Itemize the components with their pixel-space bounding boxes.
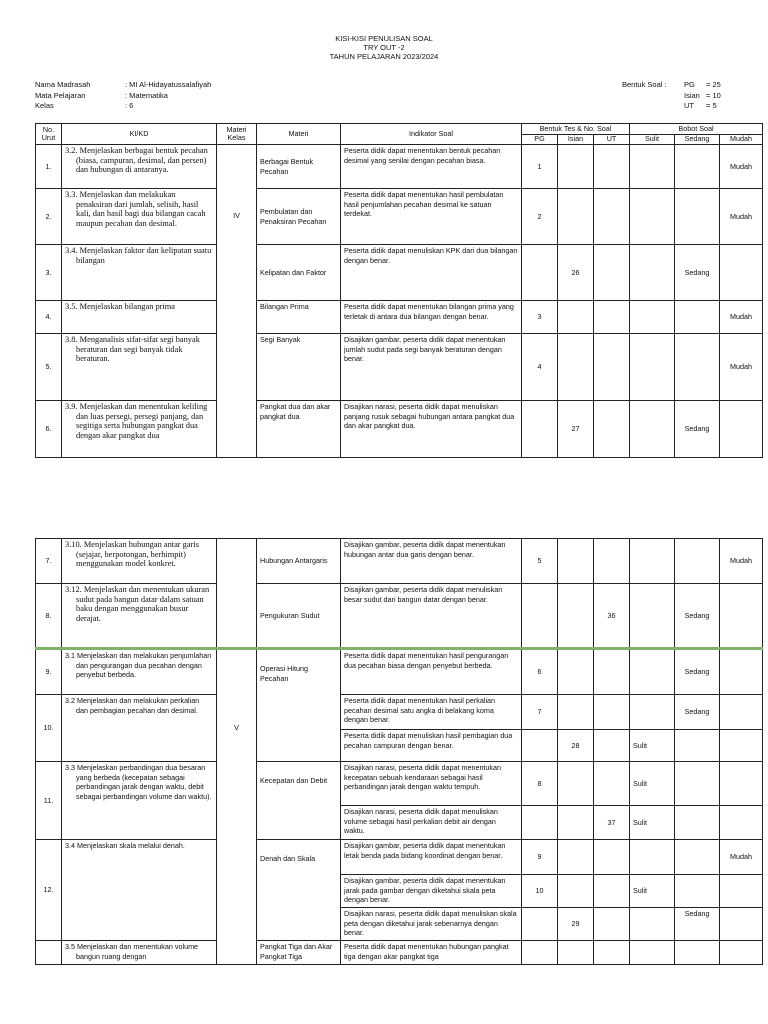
row-pg: 4 bbox=[522, 334, 558, 401]
row-mudah bbox=[720, 245, 763, 301]
row-materi: Segi Banyak bbox=[257, 334, 341, 401]
row-indikator: Peserta didik dapat menuliskan KPK dari dua bilangan dengan benar. bbox=[341, 245, 522, 301]
row-kikd: 3.4. Menjelaskan faktor dan kelipatan suatu bilangan bbox=[62, 245, 217, 301]
row-pg: 5 bbox=[522, 539, 558, 584]
row-pg: 1 bbox=[522, 145, 558, 189]
pg-count: = 25 bbox=[706, 80, 721, 89]
row-pg bbox=[522, 245, 558, 301]
row-pg: 9 bbox=[522, 840, 558, 875]
row-mudah bbox=[720, 401, 763, 458]
row-indikator: Disajikan narasi, peserta didik dapat menuliskan skala peta dengan diketahui jarak sebenarnya dengan benar. bbox=[341, 908, 522, 941]
row-materi: Kecepatan dan Debit bbox=[257, 762, 341, 840]
row-no: 10. bbox=[36, 695, 62, 762]
row-materi: Bilangan Prima bbox=[257, 301, 341, 334]
row-pg: 2 bbox=[522, 189, 558, 245]
row-ut bbox=[594, 539, 630, 584]
row-indikator: Disajikan narasi, peserta didik dapat menuliskan volume sebagai hasil perkalian debit air dengan waktu. bbox=[341, 806, 522, 840]
row-indikator: Peserta didik dapat menentukan hubungan pangkat tiga dengan akar pangkat tiga bbox=[341, 941, 522, 965]
row-sulit bbox=[630, 539, 675, 584]
table-row bbox=[36, 245, 763, 301]
row-sulit bbox=[630, 245, 675, 301]
col-pg: PG bbox=[522, 135, 558, 145]
row-sedang: Sedang bbox=[675, 908, 720, 941]
header-subtitle: TRY OUT -2 bbox=[363, 43, 405, 52]
row-materi: Hubungan Antargaris bbox=[257, 539, 341, 584]
row-no: 5. bbox=[36, 334, 62, 401]
row-indikator: Peserta didik dapat menentukan bentuk pecahan desimal yang senilai dengan pecahan biasa. bbox=[341, 145, 522, 189]
col-bobot: Bobot Soal bbox=[630, 124, 763, 135]
mapel-value: : Matematika bbox=[125, 90, 168, 100]
row-materi: Pangkat dua dan akar pangkat dua bbox=[257, 401, 341, 458]
row-kikd: 3.10. Menjelaskan hubungan antar garis (sejajar, berpotongan, berhimpit) menggunakan model konkret. bbox=[62, 539, 217, 584]
header-year: TAHUN PELAJARAN 2023/2024 bbox=[329, 52, 439, 61]
isian-label: Isian bbox=[684, 90, 700, 100]
row-sedang: Sedang bbox=[675, 695, 720, 730]
pg-label: PG bbox=[684, 80, 695, 89]
row-sulit: Sulit bbox=[630, 762, 675, 806]
row-isian bbox=[558, 145, 594, 189]
madrasah-value: : MI Al-Hidayatussalafiyah bbox=[125, 80, 212, 89]
row-indikator: Disajikan gambar, peserta didik dapat menuliskan besar sudut dari bangun datar dengan benar. bbox=[341, 584, 522, 649]
row-pg: 6 bbox=[522, 649, 558, 695]
row-sulit: Sulit bbox=[630, 730, 675, 762]
row-indikator: Disajikan narasi, peserta didik dapat menuliskan panjang rusuk sebagai hubungan antara pangkat dua dan akar pangkat dua. bbox=[341, 401, 522, 458]
row-sulit bbox=[630, 301, 675, 334]
row-no: 12. bbox=[36, 840, 62, 941]
row-indikator: Disajikan narasi, peserta didik dapat menentukan kecepatan sebuah kendaraan sebagai hasil perbandingan jarak dengan waktu tempuh. bbox=[341, 762, 522, 806]
row-pg: 10 bbox=[522, 875, 558, 908]
document-header bbox=[0, 34, 768, 61]
table-row bbox=[36, 334, 763, 401]
col-materi-kelas: Materi Kelas bbox=[217, 124, 257, 145]
row-sedang bbox=[675, 145, 720, 189]
row-materi: Berbagai Bentuk Pecahan bbox=[257, 145, 341, 189]
col-isian: Isian bbox=[558, 135, 594, 145]
col-materi: Materi bbox=[257, 124, 341, 145]
row-mudah: Mudah bbox=[720, 145, 763, 189]
row-mudah: Mudah bbox=[720, 334, 763, 401]
row-materi: Pembulatan dan Penaksiran Pecahan bbox=[257, 189, 341, 245]
row-isian bbox=[558, 539, 594, 584]
ut-label: UT bbox=[684, 101, 694, 110]
table-row bbox=[36, 762, 763, 806]
row-indikator: Peserta didik dapat menentukan hasil pengurangan dua pecahan biasa dengan penyebut berbeda. bbox=[341, 649, 522, 695]
row-mudah: Mudah bbox=[720, 301, 763, 334]
row-kikd: 3.8. Menganalisis sifat-sifat segi banyak beraturan dan segi banyak tidak beraturan. bbox=[62, 334, 217, 401]
row-pg: 7 bbox=[522, 695, 558, 730]
table-row bbox=[36, 840, 763, 875]
row-sulit bbox=[630, 401, 675, 458]
row-sulit bbox=[630, 145, 675, 189]
row-ut bbox=[594, 145, 630, 189]
row-isian: 29 bbox=[558, 908, 594, 941]
kelas-label: Kelas bbox=[35, 101, 54, 110]
row-ut: 37 bbox=[594, 806, 630, 840]
row-isian bbox=[558, 189, 594, 245]
row-materi: Kelipatan dan Faktor bbox=[257, 245, 341, 301]
row-sedang: Sedang bbox=[675, 584, 720, 649]
row-no: 1. bbox=[36, 145, 62, 189]
row-kikd: 3.4 Menjelaskan skala melalui denah. bbox=[62, 840, 217, 941]
row-sedang: Sedang bbox=[675, 401, 720, 458]
row-materi: Denah dan Skala bbox=[257, 840, 341, 941]
row-ut bbox=[594, 245, 630, 301]
row-isian: 28 bbox=[558, 730, 594, 762]
col-ut: UT bbox=[594, 135, 630, 145]
col-kikd: KI/KD bbox=[62, 124, 217, 145]
row-no: 4. bbox=[36, 301, 62, 334]
row-mudah: Mudah bbox=[720, 189, 763, 245]
table-row bbox=[36, 401, 763, 458]
row-sedang bbox=[675, 334, 720, 401]
row-materi: Pengukuran Sudut bbox=[257, 584, 341, 649]
row-kikd: 3.2. Menjelaskan berbagai bentuk pecahan (biasa, campuran, desimal, dan persen) dan hubungan di antaranya. bbox=[62, 145, 217, 189]
table-row bbox=[36, 649, 763, 695]
isian-count: = 10 bbox=[706, 90, 721, 100]
col-sedang: Sedang bbox=[675, 135, 720, 145]
row-isian bbox=[558, 584, 594, 649]
row-ut bbox=[594, 401, 630, 458]
row-no: 6. bbox=[36, 401, 62, 458]
row-no: 9. bbox=[36, 649, 62, 695]
col-indikator: Indikator Soal bbox=[341, 124, 522, 145]
row-indikator: Peserta didik dapat menuliskan hasil pembagian dua pecahan campuran dengan benar. bbox=[341, 730, 522, 762]
document-meta-left bbox=[35, 80, 211, 112]
row-ut bbox=[594, 301, 630, 334]
row-ut: 36 bbox=[594, 584, 630, 649]
col-bentuk-tes: Bentuk Tes & No. Soal bbox=[522, 124, 630, 135]
row-materi-kelas: V bbox=[217, 649, 257, 965]
row-sulit: Sulit bbox=[630, 806, 675, 840]
row-no: 11. bbox=[36, 762, 62, 840]
bentuk-soal-label: Bentuk Soal : bbox=[622, 80, 667, 89]
row-pg bbox=[522, 584, 558, 649]
row-no: 8. bbox=[36, 584, 62, 649]
row-sulit: Sulit bbox=[630, 875, 675, 908]
row-sedang bbox=[675, 189, 720, 245]
row-no: 3. bbox=[36, 245, 62, 301]
row-isian: 26 bbox=[558, 245, 594, 301]
row-kikd: 3.2 Menjelaskan dan melakukan perkalian dan pembagian pecahan dan desimal. bbox=[62, 695, 217, 762]
table-row bbox=[36, 189, 763, 245]
document-meta-right bbox=[622, 80, 721, 112]
table-row bbox=[36, 941, 763, 965]
row-no: 2. bbox=[36, 189, 62, 245]
row-sedang: Sedang bbox=[675, 649, 720, 695]
table-row bbox=[36, 695, 763, 730]
row-pg: 8 bbox=[522, 762, 558, 806]
row-kikd: 3.9. Menjelaskan dan menentukan keliling dan luas persegi, persegi panjang, dan segitiga serta hubungan pangkat dua dengan akar pangkat dua bbox=[62, 401, 217, 458]
row-kikd: 3.3 Menjelaskan perbandingan dua besaran yang berbeda (kecepatan sebagai perbandingan jarak dengan waktu, debit sebagai perbandingan volume dan waktu). bbox=[62, 762, 217, 840]
row-no: 7. bbox=[36, 539, 62, 584]
row-mudah bbox=[720, 584, 763, 649]
row-isian bbox=[558, 334, 594, 401]
row-sedang bbox=[675, 301, 720, 334]
row-kikd: 3.12. Menjelaskan dan menentukan ukuran sudut pada bangun datar dalam satuan baku dengan menggunakan busur derajat. bbox=[62, 584, 217, 649]
row-kikd: 3.5 Menjelaskan dan menentukan volume bangun ruang dengan bbox=[62, 941, 217, 965]
row-indikator: Peserta didik dapat menentukan hasil perkalian pecahan desimal satu angka di belakang koma dengan benar. bbox=[341, 695, 522, 730]
col-mudah: Mudah bbox=[720, 135, 763, 145]
table-row bbox=[36, 584, 763, 649]
table-row bbox=[36, 539, 763, 584]
row-sulit bbox=[630, 584, 675, 649]
madrasah-label: Nama Madrasah bbox=[35, 80, 91, 89]
col-sulit: Sulit bbox=[630, 135, 675, 145]
row-pg bbox=[522, 401, 558, 458]
row-materi: Operasi Hitung Pecahan bbox=[257, 649, 341, 762]
row-materi-kelas: IV bbox=[217, 145, 257, 458]
row-sulit bbox=[630, 189, 675, 245]
header-title: KISI-KISI PENULISAN SOAL bbox=[335, 34, 433, 43]
kelas-value: : 6 bbox=[125, 101, 134, 110]
kisi-kisi-table-page1 bbox=[35, 123, 763, 458]
row-indikator: Disajikan gambar, peserta didik dapat menentukan jarak pada gambar dengan diketahui skala peta dengan benar. bbox=[341, 875, 522, 908]
row-indikator: Peserta didik dapat menentukan bilangan prima yang terletak di antara dua bilangan dengan benar. bbox=[341, 301, 522, 334]
table-row bbox=[36, 145, 763, 189]
row-isian: 27 bbox=[558, 401, 594, 458]
row-sedang bbox=[675, 539, 720, 584]
table-row bbox=[36, 301, 763, 334]
row-kikd: 3.3. Menjelaskan dan melakukan penaksiran dari jumlah, selisih, hasil kali, dan hasil bagi dua bilangan cacah maupun pecahan dan desimal. bbox=[62, 189, 217, 245]
row-pg: 3 bbox=[522, 301, 558, 334]
col-no: No. Urut bbox=[36, 124, 62, 145]
row-isian bbox=[558, 301, 594, 334]
row-materi-kelas bbox=[217, 539, 257, 649]
row-mudah: Mudah bbox=[720, 539, 763, 584]
kisi-kisi-table-page2 bbox=[35, 538, 763, 965]
row-kikd: 3.5. Menjelaskan bilangan prima bbox=[62, 301, 217, 334]
row-indikator: Disajikan gambar, peserta didik dapat menentukan jumlah sudut pada segi banyak beraturan dengan benar. bbox=[341, 334, 522, 401]
row-ut bbox=[594, 334, 630, 401]
row-kikd: 3.1 Menjelaskan dan melakukan penjumlahan dan pengurangan dua pecahan dengan penyebut berbeda. bbox=[62, 649, 217, 695]
row-ut bbox=[594, 189, 630, 245]
row-indikator: Disajikan gambar, peserta didik dapat menentukan letak benda pada bidang koordinat dengan benar. bbox=[341, 840, 522, 875]
row-mudah: Mudah bbox=[720, 840, 763, 875]
row-sedang: Sedang bbox=[675, 245, 720, 301]
row-sulit bbox=[630, 334, 675, 401]
row-materi: Pangkat Tiga dan Akar Pangkat Tiga bbox=[257, 941, 341, 965]
row-indikator: Peserta didik dapat menentukan hasil pembulatan hasil penjumlahan pecahan desimal ke satuan terdekat. bbox=[341, 189, 522, 245]
ut-count: = 5 bbox=[706, 101, 717, 110]
mapel-label: Mata Pelajaran bbox=[35, 90, 86, 100]
row-indikator: Disajikan gambar, peserta didik dapat menentukan hubungan antar dua garis dengan benar. bbox=[341, 539, 522, 584]
